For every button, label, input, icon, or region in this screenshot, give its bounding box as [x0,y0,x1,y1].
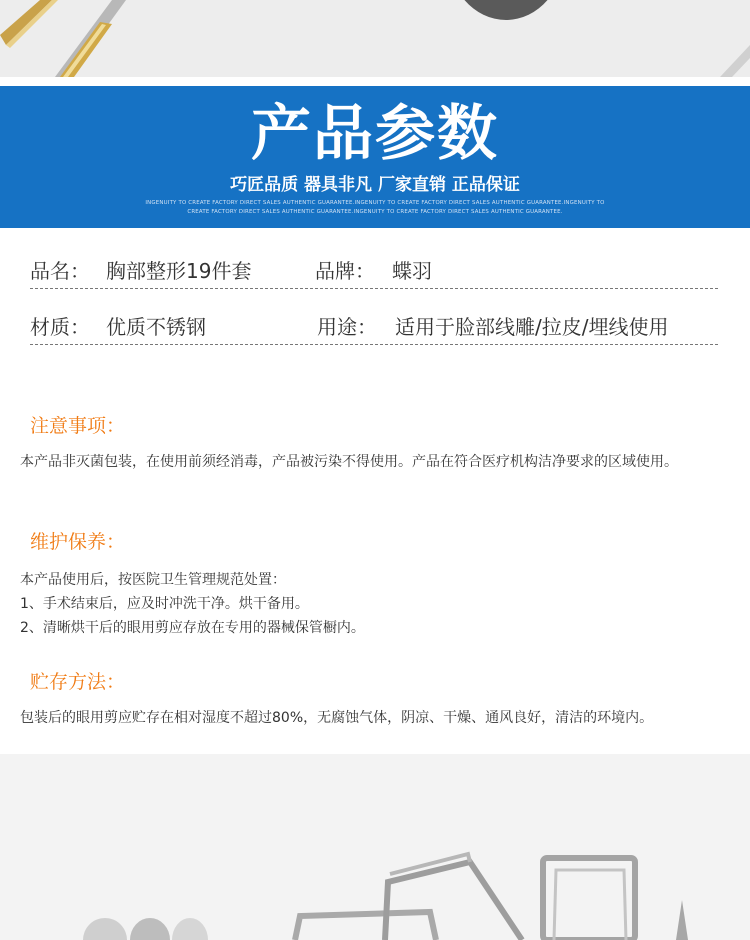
instrument-handles-image [0,0,750,77]
maintenance-line: 2、清晰烘干后的眼用剪应存放在专用的器械保管橱内。 [20,620,365,636]
banner-subtitle: 巧匠品质 器具非凡 厂家直销 正品保证 [230,175,520,195]
params-row-material-usage [30,311,718,345]
name-label: 品名： [30,259,90,283]
brand-label: 品牌： [315,259,375,283]
maintenance-body [20,568,735,640]
notice-title: 注意事项： [30,415,126,437]
brand-value: 蝶羽 [392,259,432,283]
maintenance-title: 维护保养： [30,531,126,553]
bottom-product-photo [0,754,750,940]
params-row-name-brand [30,255,718,289]
material-label: 材质： [30,315,90,339]
banner-title: 产品参数 [251,99,499,169]
product-params-banner [0,86,750,228]
usage-value: 适用于脸部线雕/拉皮/埋线使用 [395,315,669,339]
maintenance-line: 本产品使用后，按医院卫生管理规范处置： [20,572,286,588]
maintenance-line: 1、手术结束后，应及时冲洗干净。烘干备用。 [20,596,309,612]
top-product-photo [0,0,750,77]
notice-text: 本产品非灭菌包装，在使用前须经消毒，产品被污染不得使用。产品在符合医疗机构洁净要求的区域使用。 [20,454,678,470]
banner-english-line-2: CREATE FACTORY DIRECT SALES AUTHENTIC GUARANTEE.INGENUITY TO CREATE FACTORY DIRECT SALES AUTHENTIC GUARANTEE. [187,209,563,215]
usage-label: 用途： [317,315,377,339]
retractors-image [0,754,750,940]
storage-text: 包装后的眼用剪应贮存在相对湿度不超过80%，无腐蚀气体，阴凉、干燥、通风良好，清洁的环境内。 [20,710,654,726]
notice-body [20,450,735,474]
material-value: 优质不锈钢 [106,315,206,339]
storage-title: 贮存方法： [30,671,126,693]
storage-body [20,706,735,730]
name-value: 胸部整形19件套 [106,259,252,283]
product-params [0,228,750,348]
banner-english-line-1: INGENUITY TO CREATE FACTORY DIRECT SALES AUTHENTIC GUARANTEE.INGENUITY TO CREATE FACTORY DIRECT SALES AUTHENTIC GUARANTEE.INGENUITY TO [145,200,605,206]
